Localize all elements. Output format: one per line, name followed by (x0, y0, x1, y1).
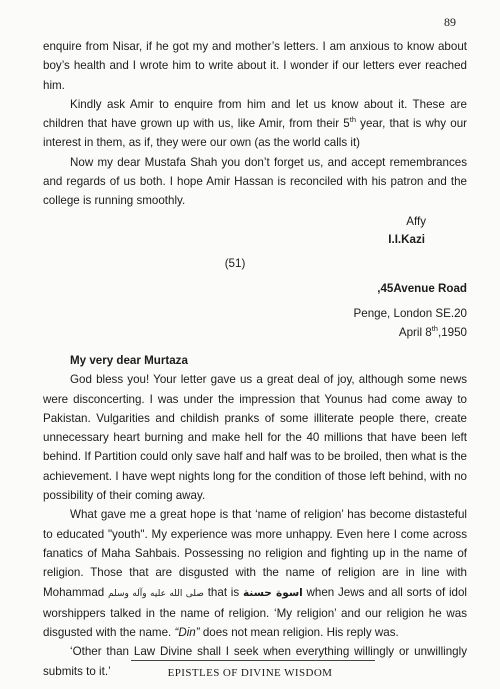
address-line: Penge, London SE.20 (353, 306, 467, 320)
superscript: th (431, 324, 438, 334)
paragraph (43, 505, 467, 642)
paragraph: God bless you! Your letter gave us a great deal of joy, although some news were disconcerting. I was under the impression that Younus had come away to Pakistan. Vulgarities and childish pranks of some illiterate people there, create unnecessary heart burning and make hell for the 40 millions that have been left behind. If Partition could only save half and half was to be broiled, then what is the achievement. I have wept nights long for the condition of those left behind, with no possibility of their coming away. (43, 373, 467, 503)
address-line (43, 279, 467, 298)
footer-title: EPISTLES OF DIVINE WISDOM (167, 667, 333, 679)
italic-word: “Din” (174, 626, 200, 640)
signature: I.I.Kazi (388, 232, 425, 246)
text-run: does not mean religion. His reply was. (199, 626, 399, 640)
superscript: th (349, 115, 356, 125)
text-run: What gave me a great hope is that ‘name of religion’ has become distasteful to educated "youth". My experience was more unhappy. Even here I come across fanatics of Maha Sahbais. Possessing no religion and fighting up in the name of religion. Those that are disgusted with the name of religion are in line with Mohammad (43, 508, 467, 599)
letter-number: (51) (224, 256, 246, 270)
text-run: Kindly ask Amir to enquire from him and let us know about it. These are children that have grown up with us, like Amir, from their 5 (43, 97, 467, 131)
text-run: year, that is why our interest in them, as if, they were our own (as the world calls it) (43, 117, 468, 150)
text-run: that is (203, 585, 243, 599)
text-run: when Jews and all sorts of idol worshippers talked in the name of religion. ‘My religion’ and our religion he was disgusted with the name. (43, 585, 467, 640)
paragraph: Now my dear Mustafa Shah you don’t forget us, and accept remembrances and regards of us both. I hope Amir Hassan is reconciled with his patron and the college is running smoothly. (43, 155, 467, 208)
page-number: 89 (444, 15, 456, 29)
text-run: ,1950 (437, 325, 467, 339)
arabic-phrase: اسوة حسنة (242, 586, 303, 599)
footer-rule (131, 660, 375, 661)
page-body (43, 37, 467, 681)
signoff: Affy (406, 214, 426, 228)
letter-date (43, 323, 467, 342)
paragraph: enquire from Nisar, if he got my and mother’s letters. I am anxious to know about boy’s health and I wrote him to write about it. I wonder if our letters ever reached him. (43, 40, 467, 92)
text-run: April 8 (398, 325, 432, 339)
salutation: My very dear Murtaza (70, 353, 188, 367)
address-street: ,45Avenue Road (377, 281, 467, 295)
quote: ‘Other than Law Divine shall I seek when everything willingly or unwillingly submits to it.’ (43, 645, 467, 678)
paragraph (43, 95, 467, 153)
arabic-phrase: صلى الله عليه وآله وسلم (107, 588, 204, 599)
